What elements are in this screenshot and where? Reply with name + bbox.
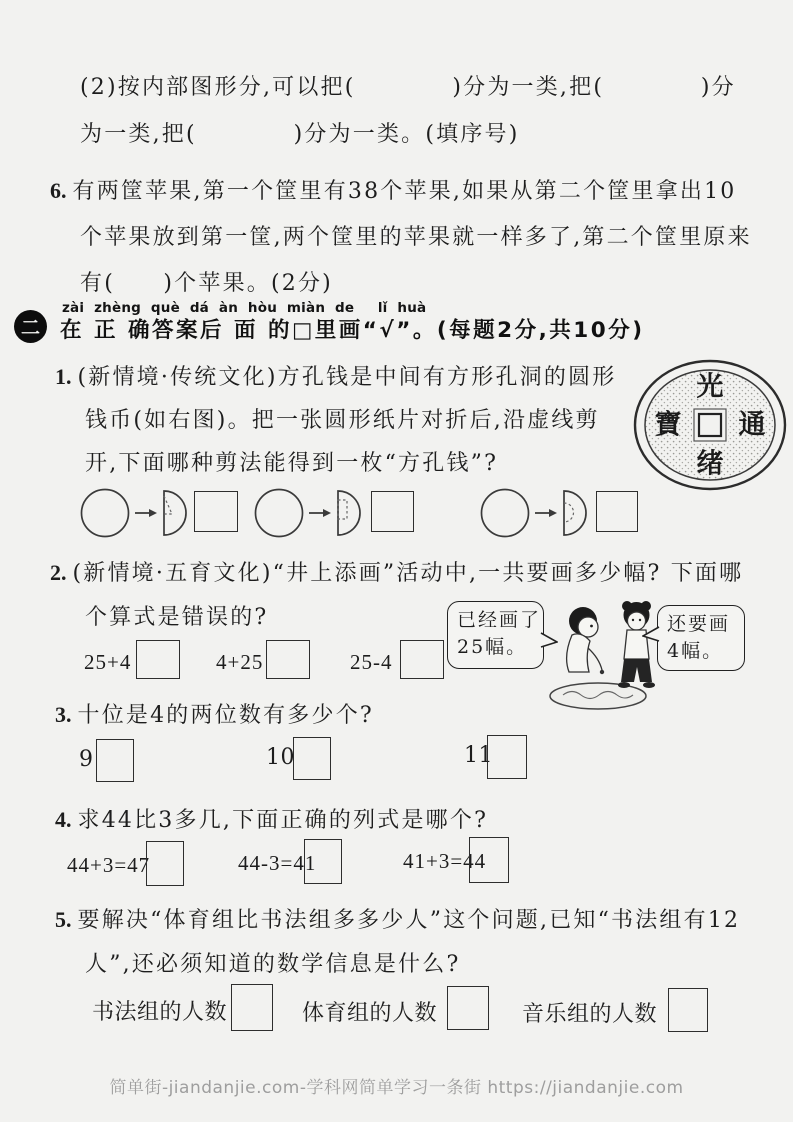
speech-bubble-right-line1: 还要画 <box>667 613 731 635</box>
q3-answer-box-2[interactable] <box>293 737 331 780</box>
q3-answer-box-1[interactable] <box>96 739 134 782</box>
question5-text1: 要解决“体育组比书法组多多少人”这个问题,已知“书法组有12 <box>77 908 741 933</box>
arrow-head-icon <box>323 509 331 517</box>
q5-answer-box-1[interactable] <box>231 984 273 1031</box>
q2-answer-box-1[interactable] <box>136 640 180 679</box>
q1-answer-box-2[interactable] <box>371 491 414 532</box>
question2-line2: 个算式是错误的? <box>85 605 269 630</box>
q4-option2-expression: 44-3=41 <box>238 851 317 875</box>
q1-option2-diagram <box>252 483 364 547</box>
q1-option3-diagram <box>478 483 590 547</box>
question6-number: 6. <box>50 178 67 203</box>
q2-option1-expression: 25+4 <box>84 650 132 674</box>
q2-answer-box-3[interactable] <box>400 640 444 679</box>
triangle-cut-dotted <box>164 496 172 514</box>
question5-line2: 人”,还必须知道的数学信息是什么? <box>85 952 461 977</box>
children-drawing-illustration <box>543 596 665 714</box>
q3-option1-label: 9 <box>79 747 94 772</box>
semicircle-cut-dotted <box>564 503 574 522</box>
question6-line2: 个苹果放到第一筐,两个筐里的苹果就一样多了,第二个筐里原来 <box>80 225 752 250</box>
speech-bubble-right-line2: 4幅。 <box>667 640 724 662</box>
speech-bubble-right <box>657 605 745 671</box>
question1-line3: 开,下面哪种剪法能得到一枚“方孔钱”? <box>85 451 499 476</box>
q5-option1-label: 书法组的人数 <box>92 1000 228 1025</box>
q2-answer-box-2[interactable] <box>266 640 310 679</box>
q3-option3-label: 11 <box>464 743 493 768</box>
speech-bubble-left-line1: 已经画了 <box>457 609 542 631</box>
q4-answer-box-1[interactable] <box>146 841 184 886</box>
boy-hand <box>600 670 604 674</box>
q4-option1-expression: 44+3=47 <box>67 853 151 877</box>
arrow-head-icon <box>549 509 557 517</box>
question3-text: 十位是4的两位数有多少个? <box>77 703 374 728</box>
q4-answer-box-3[interactable] <box>469 837 509 883</box>
coin-char-bottom: 绪 <box>696 448 724 480</box>
question1-number: 1. <box>55 364 72 389</box>
q2-option3-expression: 25-4 <box>350 650 393 674</box>
section-two-pinyin: zài zhèng què dá àn hòu miàn de lǐ huà <box>62 300 427 316</box>
question1-text1: (新情境·传统文化)方孔钱是中间有方形孔洞的圆形 <box>77 365 617 390</box>
coin-hole-square <box>699 414 721 436</box>
boy-body <box>567 634 590 672</box>
question6-line3: 有( )个苹果。(2分) <box>80 271 333 296</box>
question5-line1 <box>55 906 740 935</box>
circle-shape <box>256 490 303 537</box>
square-hole-coin-image <box>630 356 790 494</box>
q1-answer-box-1[interactable] <box>194 491 238 532</box>
speech-bubble-left-tail <box>540 632 558 650</box>
section-two-title: 在 正 确答案后 面 的□里画“√”。(每题2分,共10分) <box>60 318 645 343</box>
speech-bubble-left-line2: 25幅。 <box>457 636 528 658</box>
boy-eye <box>590 625 593 628</box>
question6-text1: 有两筐苹果,第一个筐里有38个苹果,如果从第二个筐里拿出10 <box>72 179 737 204</box>
q4-option3-expression: 41+3=44 <box>403 849 487 873</box>
q3-option2-label: 10 <box>266 745 295 770</box>
q4-answer-box-2[interactable] <box>304 839 342 884</box>
q5-answer-box-2[interactable] <box>447 986 489 1030</box>
girl-eye-left <box>632 619 634 621</box>
q1-answer-box-3[interactable] <box>596 491 638 532</box>
square-cut-dotted <box>338 500 347 519</box>
section-two-badge: 二 <box>14 310 47 343</box>
prev-question-line1: (2)按内部图形分,可以把( )分为一类,把( )分 <box>80 75 736 100</box>
watermark-footer: 简单街-jiandanjie.com-学科网简单学习一条街 https://jiandanjie.com <box>109 1078 684 1098</box>
q1-option1-diagram <box>78 483 190 547</box>
circle-shape <box>482 490 529 537</box>
girl-shoe-right <box>643 682 655 688</box>
folded-semicircle-shape <box>164 491 186 535</box>
question4-text: 求44比3多几,下面正确的列式是哪个? <box>77 808 489 833</box>
question3-line <box>55 701 374 730</box>
boy-arm <box>588 648 602 670</box>
question2-text1: (新情境·五育文化)“井上添画”活动中,一共要画多少幅? 下面哪 <box>72 561 744 586</box>
question4-number: 4. <box>55 807 72 832</box>
question1-line2: 钱币(如右图)。把一张圆形纸片对折后,沿虚线剪 <box>85 408 600 433</box>
speech-bubble-right-tail <box>642 626 660 644</box>
girl-eye-right <box>639 619 641 621</box>
question3-number: 3. <box>55 702 72 727</box>
question2-line1 <box>50 559 743 588</box>
question1-line1 <box>55 363 616 392</box>
folded-semicircle-shape <box>564 491 586 535</box>
q2-option2-expression: 4+25 <box>216 650 264 674</box>
circle-shape <box>82 490 129 537</box>
coin-char-top: 光 <box>696 371 724 403</box>
question4-line <box>55 806 488 835</box>
arrow-head-icon <box>149 509 157 517</box>
folded-semicircle-shape <box>338 491 360 535</box>
question5-number: 5. <box>55 907 72 932</box>
q5-option2-label: 体育组的人数 <box>302 1001 438 1026</box>
q3-answer-box-3[interactable] <box>487 735 527 779</box>
girl-shoe-left <box>618 682 630 688</box>
q5-option3-label: 音乐组的人数 <box>522 1002 658 1027</box>
prev-question-line2: 为一类,把( )分为一类。(填序号) <box>80 122 520 147</box>
speech-bubble-left <box>447 601 544 669</box>
girl-pants <box>621 659 652 682</box>
q5-answer-box-3[interactable] <box>668 988 708 1032</box>
coin-char-left: 寶 <box>654 409 682 441</box>
question6-line1 <box>50 177 736 206</box>
question2-number: 2. <box>50 560 67 585</box>
coin-char-right: 通 <box>738 409 766 441</box>
